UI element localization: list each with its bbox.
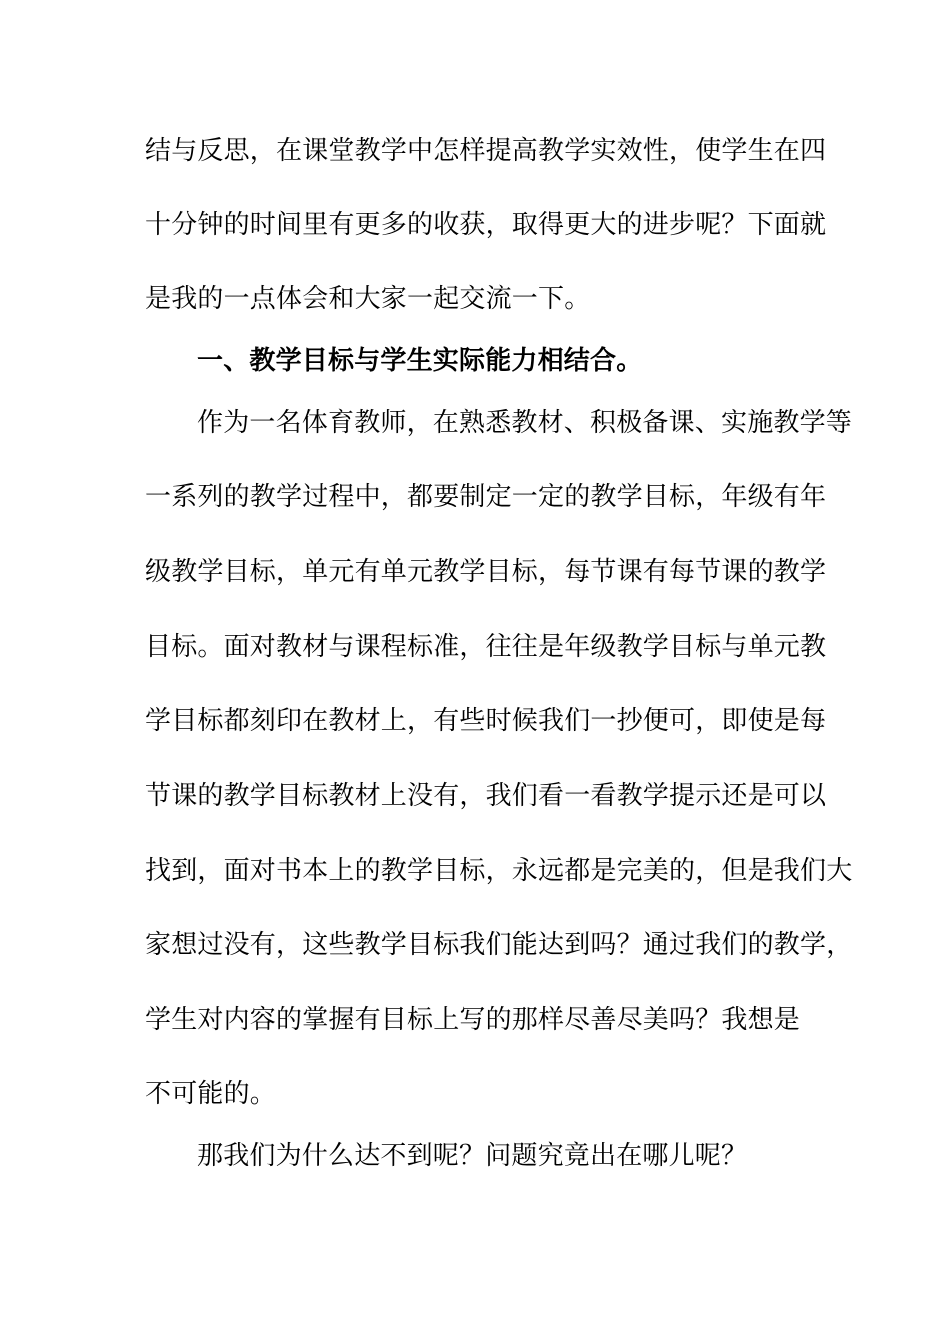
paragraph-line-3: 是我的一点体会和大家一起交流一下。 [145,284,591,314]
paragraph-line-12: 学生对内容的掌握有目标上写的那样尽善尽美吗？我想是 [145,1005,801,1035]
section-heading: 一、教学目标与学生实际能力相结合。 [197,346,643,376]
paragraph-line-7: 目标。面对教材与课程标准，往往是年级教学目标与单元教 [145,632,827,662]
paragraph-line-2: 十分钟的时间里有更多的收获，取得更大的进步呢？下面就 [145,210,827,240]
paragraph-line-10: 找到，面对书本上的教学目标，永远都是完美的，但是我们大 [145,856,853,886]
paragraph-line-4: 作为一名体育教师，在熟悉教材、积极备课、实施教学等 [197,408,853,438]
paragraph-line-5: 一系列的教学过程中，都要制定一定的教学目标，年级有年 [145,482,827,512]
paragraph-line-13: 不可能的。 [145,1079,277,1109]
paragraph-line-14: 那我们为什么达不到呢？问题究竟出在哪儿呢？ [197,1141,748,1171]
paragraph-line-8: 学目标都刻印在教材上，有些时候我们一抄便可，即使是每 [145,706,827,736]
paragraph-line-6: 级教学目标，单元有单元教学目标，每节课有每节课的教学 [145,557,827,587]
paragraph-line-1: 结与反思，在课堂教学中怎样提高教学实效性，使学生在四 [145,136,827,166]
paragraph-line-9: 节课的教学目标教材上没有，我们看一看教学提示还是可以 [145,781,827,811]
paragraph-line-11: 家想过没有，这些教学目标我们能达到吗？通过我们的教学， [145,930,853,960]
